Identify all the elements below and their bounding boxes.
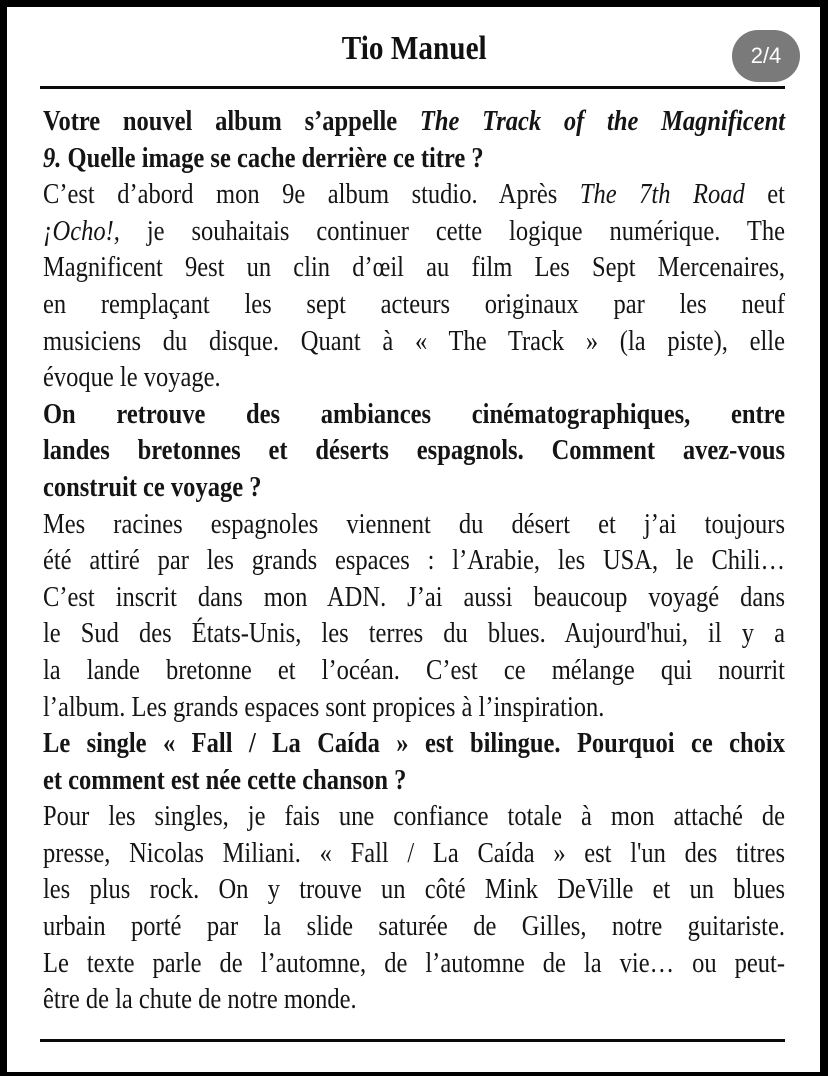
text-run: en remplaçant les sept acteurs originaux par les neuf [43, 287, 786, 320]
text-run: Votre nouvel album s’appelle [43, 105, 420, 137]
text-run: être de la chute de notre monde. [43, 983, 357, 1016]
text-line [43, 176, 785, 213]
text-run: Mes racines espagnoles viennent du désert et j’ai toujours [43, 507, 786, 540]
text-line [43, 249, 785, 286]
interview-question [43, 396, 785, 506]
text-line [43, 981, 785, 1018]
text-line [43, 359, 785, 396]
text-run: Le single « Fall / La Caída » est bilingue. Pourquoi ce choix [43, 727, 786, 760]
text-run: landes bretonnes et déserts espagnols. Comment avez-vous [43, 434, 785, 467]
text-run: et comment est née cette chanson ? [43, 763, 407, 796]
text-run: je souhaitais continuer cette logique numérique. The [119, 214, 785, 247]
text-run: C’est inscrit dans mon ADN. J’ai aussi beaucoup voyagé dans [43, 580, 786, 613]
article-body [43, 103, 785, 1018]
text-run: Le texte parle de l’automne, de l’automne de la vie… ou peut- [43, 946, 786, 979]
italic-title-text: The Track of the Magnificent [419, 105, 786, 137]
page-title-text: Tio Manuel [341, 30, 487, 67]
text-line [43, 432, 785, 469]
text-line [43, 396, 785, 433]
interview-answer [43, 176, 785, 396]
page-title [0, 29, 828, 69]
text-line [43, 652, 785, 689]
text-line [43, 469, 785, 506]
text-run: la lande bretonne et l’océan. C’est ce mélange qui nourrit [43, 653, 786, 686]
text-line [43, 908, 785, 945]
text-run: Pour les singles, je fais une confiance totale à mon attaché de [43, 800, 786, 833]
text-run: le Sud des États-Unis, les terres du blues. Aujourd'hui, il y a [43, 617, 785, 650]
interview-answer [43, 798, 785, 1018]
header-divider [40, 86, 785, 89]
text-run: et [744, 178, 785, 211]
text-line [43, 689, 785, 726]
italic-title-text: The 7th Road [579, 178, 745, 211]
text-line [43, 725, 785, 762]
text-run: musiciens du disque. Quant à « The Track » (la piste), elle [43, 324, 786, 357]
text-run: Magnificent 9est un clin d’œil au film Les Sept Mercenaires, [43, 251, 786, 284]
interview-question [43, 725, 785, 798]
text-line [43, 286, 785, 323]
text-line [43, 323, 785, 360]
text-line [43, 798, 785, 835]
text-line [43, 945, 785, 982]
text-run: construit ce voyage ? [43, 470, 262, 503]
text-run: les plus rock. On y trouve un côté Mink DeVille et un blues [43, 873, 786, 906]
text-run: On retrouve des ambiances cinématographiques, entre [43, 397, 786, 430]
italic-title-text: 9. [43, 141, 62, 174]
interview-answer [43, 506, 785, 726]
page-indicator-badge: 2/4 [732, 30, 800, 82]
text-line [43, 615, 785, 652]
text-line [43, 579, 785, 616]
text-line [43, 871, 785, 908]
article-page [7, 7, 820, 1072]
text-line [43, 213, 785, 250]
text-run: Quelle image se cache derrière ce titre ? [61, 141, 484, 174]
text-line [43, 542, 785, 579]
interview-question [43, 103, 785, 176]
text-line [43, 506, 785, 543]
text-line [43, 140, 785, 177]
text-run: urbain porté par la slide saturée de Gilles, notre guitariste. [43, 910, 785, 943]
footer-divider [40, 1039, 785, 1042]
text-run: l’album. Les grands espaces sont propices à l’inspiration. [43, 690, 605, 723]
text-line [43, 103, 785, 140]
text-line [43, 762, 785, 799]
text-run: évoque le voyage. [43, 361, 221, 394]
italic-title-text: ¡Ocho!, [43, 214, 120, 247]
text-run: C’est d’abord mon 9e album studio. Après [43, 178, 580, 211]
text-line [43, 835, 785, 872]
text-run: presse, Nicolas Miliani. « Fall / La Caída » est l'un des titres [43, 836, 786, 869]
text-run: été attiré par les grands espaces : l’Arabie, les USA, le Chili… [43, 544, 785, 577]
